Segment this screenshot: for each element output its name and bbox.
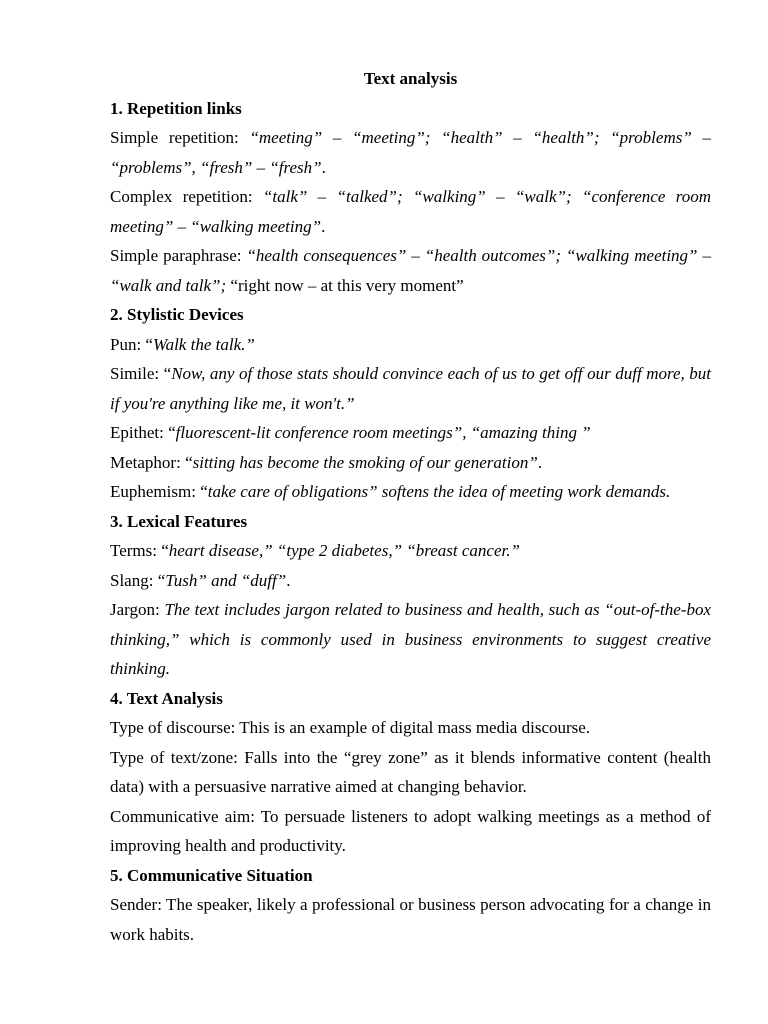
euphemism-text: take care of obligations” softens the idea of meeting work demands.	[207, 482, 671, 501]
zone-paragraph: Type of text/zone: Falls into the “grey zone” as it blends informative content (health data) with a persuasive narrative aimed at changing behavior.	[110, 747, 711, 796]
epithet-label: Epithet: “	[110, 423, 176, 442]
pun-paragraph	[110, 330, 711, 360]
slang-text: Tush” and “duff”	[165, 570, 287, 590]
complex-repetition-paragraph	[110, 182, 711, 241]
complex-repetition-end: .	[321, 216, 326, 236]
euphemism-label: Euphemism: “	[110, 482, 208, 501]
slang-end: .	[286, 570, 291, 590]
complex-repetition-text: “talk” – “talked”; “walking” – “walk”; “conference room meeting” – “walking meeting”	[110, 187, 712, 236]
document-title: Text analysis	[363, 69, 458, 88]
metaphor-paragraph	[110, 448, 711, 478]
discourse-paragraph: Type of discourse: This is an example of digital mass media discourse.	[110, 718, 591, 737]
section-heading-lexical-features: 3. Lexical Features	[110, 511, 248, 531]
aim-paragraph: Communicative aim: To persuade listeners to adopt walking meetings as a method of improving health and productivity.	[110, 806, 711, 855]
metaphor-end: .	[537, 452, 543, 472]
pun-text: Walk the talk.”	[152, 334, 255, 354]
section-heading-repetition-links: 1. Repetition links	[110, 98, 242, 118]
jargon-label: Jargon:	[110, 600, 165, 619]
terms-label: Terms: “	[110, 541, 169, 560]
euphemism-paragraph	[110, 477, 711, 507]
simple-paraphrase-paragraph	[110, 241, 711, 300]
complex-repetition-label: Complex repetition:	[110, 187, 263, 206]
simple-repetition-end: .	[321, 157, 326, 177]
slang-paragraph	[110, 566, 711, 596]
metaphor-text: sitting has become the smoking of our generation”	[192, 452, 538, 472]
epithet-text: fluorescent-lit conference room meetings”, “amazing thing ”	[175, 423, 591, 442]
simple-repetition-paragraph	[110, 123, 711, 182]
simile-text: Now, any of those stats should convince each of us to get off our duff more, but if you're anything like me, it won't.”	[110, 364, 711, 413]
jargon-text: The text includes jargon related to business and health, such as “out-of-the-box thinking,” which is commonly used in business environments to suggest creative thinking.	[110, 600, 711, 678]
section-heading-stylistic-devices: 2. Stylistic Devices	[110, 305, 244, 324]
jargon-paragraph	[110, 595, 711, 684]
simile-label: Simile: “	[110, 364, 172, 383]
simple-paraphrase-plain: “right now – at this very moment”	[226, 275, 464, 295]
simple-repetition-label: Simple repetition:	[110, 128, 250, 147]
slang-label: Slang: “	[110, 570, 166, 590]
simple-paraphrase-text: “health consequences” – “health outcomes”; “walking meeting” – “walk and talk”;	[110, 246, 711, 295]
simile-paragraph	[110, 359, 711, 418]
simple-paraphrase-label: Simple paraphrase:	[110, 246, 247, 265]
section-heading-text-analysis: 4. Text Analysis	[110, 688, 223, 708]
terms-text: heart disease,” “type 2 diabetes,” “breast cancer.”	[168, 541, 520, 560]
sender-paragraph: Sender: The speaker, likely a professional or business person advocating for a change in work habits.	[110, 895, 711, 944]
metaphor-label: Metaphor: “	[110, 452, 193, 472]
pun-label: Pun: “	[110, 334, 153, 354]
section-heading-communicative-situation: 5. Communicative Situation	[110, 865, 313, 885]
epithet-paragraph	[110, 418, 711, 448]
document-page	[110, 64, 711, 949]
simple-repetition-text: “meeting” – “meeting”; “health” – “health”; “problems” – “problems”, “fresh” – “fresh”	[110, 128, 711, 177]
terms-paragraph	[110, 536, 711, 566]
